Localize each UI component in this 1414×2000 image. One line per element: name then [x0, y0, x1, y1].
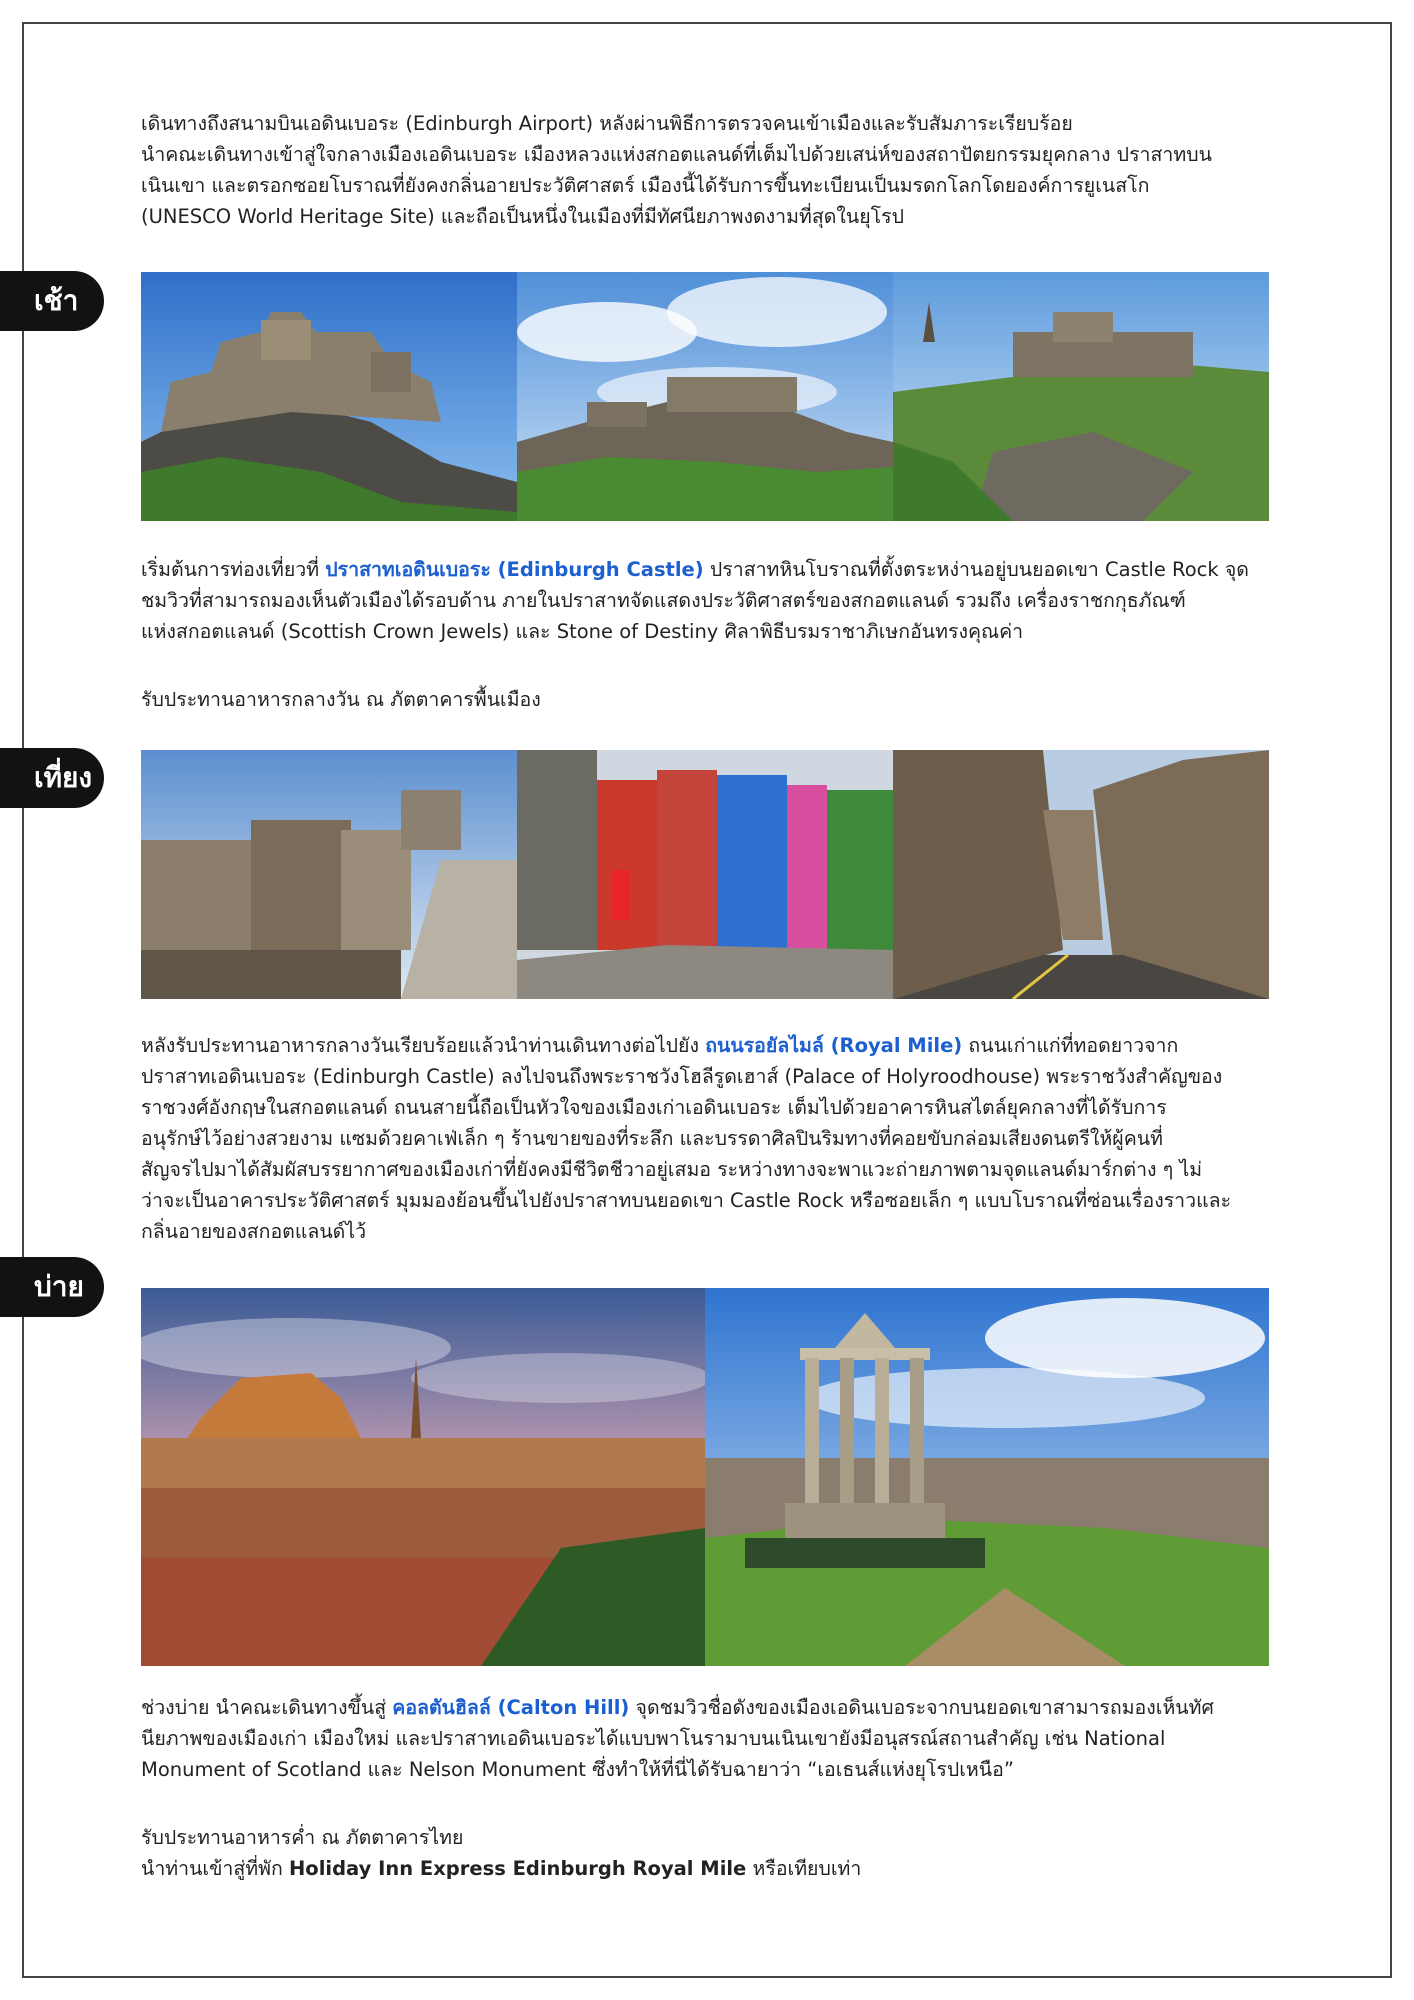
noon-line	[141, 1030, 1341, 1061]
intro-line: เนินเขา และตรอกซอยโบราณที่ยังคงกลิ่นอายประวัติศาสตร์ เมืองนี้ได้รับการขึ้นทะเบียนเป็นมรดกโลกโดยองค์การยูเนสโก	[141, 174, 1150, 197]
edinburgh-castle-highlight: ปราสาทเอดินเบอระ (Edinburgh Castle)	[325, 558, 704, 581]
intro-line: นำคณะเดินทางเข้าสู่ใจกลางเมืองเอดินเบอระ เมืองหลวงแห่งสกอตแลนด์ที่เต็มไปด้วยเสน่ห์ของสถาปัตยกรรมยุคกลาง ปราสาทบน	[141, 143, 1212, 166]
noon-line: ราชวงศ์อังกฤษในสกอตแลนด์ ถนนสายนี้ถือเป็นหัวใจของเมืองเก่าเอดินเบอระ เต็มไปด้วยอาคารหินสไตล์ยุคกลางที่ได้รับการ	[141, 1096, 1167, 1119]
morning-text: ปราสาทหินโบราณที่ตั้งตระหง่านอยู่บนยอดเขา Castle Rock จุด	[703, 558, 1249, 581]
afternoon-line	[141, 1692, 1341, 1723]
hotel-name: Holiday Inn Express Edinburgh Royal Mile	[288, 1857, 747, 1880]
victoria-street-photo	[517, 750, 893, 999]
morning-line: แห่งสกอตแลนด์ (Scottish Crown Jewels) และ Stone of Destiny ศิลาพิธีบรมราชาภิเษกอันทรงคุณค่า	[141, 620, 1024, 643]
dinner-line: รับประทานอาหารค่ำ ณ ภัตตาคารไทย	[141, 1826, 464, 1849]
royal-mile-photo-1	[141, 750, 517, 999]
calton-hill-highlight: คอลตันฮิลล์ (Calton Hill)	[392, 1696, 630, 1719]
noon-line: ว่าจะเป็นอาคารประวัติศาสตร์ มุมมองย้อนขึ้นไปยังปราสาทบนยอดเขา Castle Rock หรือซอยเล็ก ๆ แบบโบราณที่ซ่อนเรื่องราวและ	[141, 1189, 1232, 1212]
afternoon-label: บ่าย	[0, 1257, 104, 1317]
lunch-line: รับประทานอาหารกลางวัน ณ ภัตตาคารพื้นเมือง	[141, 688, 541, 711]
noon-line: สัญจรไปมาได้สัมผัสบรรยากาศของเมืองเก่าที่ยังคงมีชีวิตชีวาอยู่เสมอ ระหว่างทางจะพาแวะถ่ายภาพตามจุดแลนด์มาร์กต่าง ๆ ไม่	[141, 1158, 1203, 1181]
morning-line: ชมวิวที่สามารถมองเห็นตัวเมืองได้รอบด้าน ภายในปราสาทจัดแสดงประวัติศาสตร์ของสกอตแลนด์ รวมถึง เครื่องราชกกุธภัณฑ์	[141, 589, 1186, 612]
morning-label: เช้า	[0, 271, 104, 331]
afternoon-line: นียภาพของเมืองเก่า เมืองใหม่ และปราสาทเอดินเบอระได้แบบพาโนรามาบนเนินเขายังมีอนุสรณ์สถานสำคัญ เช่น National	[141, 1727, 1166, 1750]
hotel-text: นำท่านเข้าสู่ที่พัก	[141, 1857, 289, 1880]
noon-paragraph	[141, 1030, 1341, 1247]
edinburgh-castle-photo-3	[893, 272, 1269, 521]
noon-label: เที่ยง	[0, 748, 104, 808]
afternoon-text: จุดชมวิวชื่อดังของเมืองเอดินเบอระจากบนยอดเขาสามารถมองเห็นทัศ	[629, 1696, 1214, 1719]
edinburgh-castle-photo-2	[517, 272, 893, 521]
edinburgh-castle-photo-1	[141, 272, 517, 521]
noon-text: หลังรับประทานอาหารกลางวันเรียบร้อยแล้วนำท่านเดินทางต่อไปยัง	[141, 1034, 706, 1057]
intro-paragraph	[141, 108, 1341, 232]
noon-text: ถนนเก่าแก่ที่ทอดยาวจาก	[962, 1034, 1179, 1057]
intro-line: (UNESCO World Heritage Site) และถือเป็นหนึ่งในเมืองที่มีทัศนียภาพงดงามที่สุดในยุโรป	[141, 205, 904, 228]
noon-line: ปราสาทเอดินเบอระ (Edinburgh Castle) ลงไปจนถึงพระราชวังโฮลีรูดเฮาส์ (Palace of Holyroodhouse) พระราชวังสำคัญของ	[141, 1065, 1223, 1088]
afternoon-paragraph	[141, 1692, 1341, 1785]
noon-line: กลิ่นอายของสกอตแลนด์ไว้	[141, 1220, 367, 1243]
dinner-block	[141, 1822, 1341, 1884]
hotel-text: หรือเทียบเท่า	[746, 1857, 862, 1880]
royal-mile-photo-2	[893, 750, 1269, 999]
royal-mile-highlight: ถนนรอยัลไมล์ (Royal Mile)	[705, 1034, 963, 1057]
morning-paragraph	[141, 554, 1341, 647]
afternoon-line: Monument of Scotland และ Nelson Monument ซึ่งทำให้ที่นี่ได้รับฉายาว่า “เอเธนส์แห่งยุโรปเหนือ”	[141, 1758, 1014, 1781]
noon-line: อนุรักษ์ไว้อย่างสวยงาม แซมด้วยคาเฟ่เล็ก ๆ ร้านขายของที่ระลึก และบรรดาศิลปินริมทางที่คอยขับกล่อมเสียงดนตรีให้ผู้คนที่	[141, 1127, 1163, 1150]
edinburgh-skyline-photo	[141, 1288, 705, 1666]
morning-line	[141, 554, 1341, 585]
afternoon-text: ช่วงบ่าย นำคณะเดินทางขึ้นสู่	[141, 1696, 393, 1719]
calton-hill-monument-photo	[705, 1288, 1269, 1666]
intro-line: เดินทางถึงสนามบินเอดินเบอระ (Edinburgh Airport) หลังผ่านพิธีการตรวจคนเข้าเมืองและรับสัมภาระเรียบร้อย	[141, 112, 1073, 135]
morning-text: เริ่มต้นการท่องเที่ยวที่	[141, 558, 326, 581]
hotel-line	[141, 1853, 1341, 1884]
